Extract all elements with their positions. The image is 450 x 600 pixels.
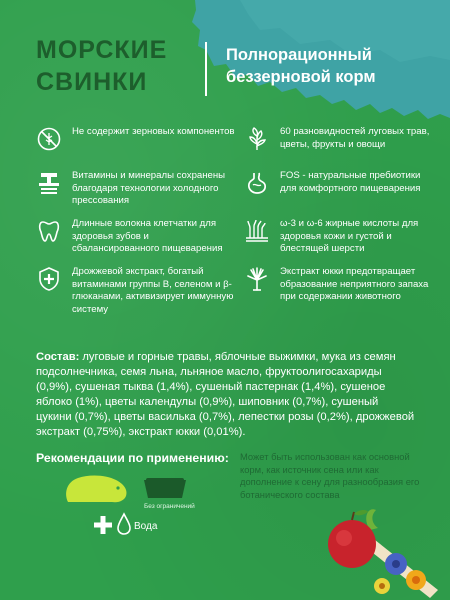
composition-label: Состав:: [36, 351, 80, 363]
guinea-pig-icon: [62, 472, 132, 508]
herbs-icon: [244, 126, 270, 152]
feature-immunity: [36, 266, 236, 316]
page-title: МОРСКИЕ СВИНКИ: [36, 36, 168, 96]
feature-no-grain: [36, 126, 236, 152]
feature-omega: [244, 218, 434, 256]
recommendations-note: Может быть использован как основной корм, как источник сена или как дополнение к сену для разнообразия его ботанического состава: [240, 451, 420, 500]
plus-icon: [92, 514, 114, 536]
yucca-icon: [244, 266, 270, 292]
composition-block: [36, 350, 416, 440]
bowl-icon: [142, 476, 188, 502]
feature-cold-press: [36, 170, 236, 208]
feature-prebiotics: [244, 170, 434, 196]
feature-text: Витамины и минералы сохранены благодаря технологии холодного прессования: [72, 170, 226, 207]
feature-fiber: [36, 218, 236, 256]
feature-herbs: [244, 126, 434, 152]
tooth-icon: [36, 218, 62, 244]
feature-yucca: [244, 266, 434, 304]
ingredients-illustration: [320, 498, 450, 600]
stomach-icon: [244, 170, 270, 196]
page-subtitle: Полнорационный беззерновой корм: [226, 46, 376, 86]
composition-text: луговые и горные травы, яблочные выжимки, мука из семян подсолнечника, семя льна, льняное масло, фруктоолигосахариды (0,9%), сушеная тыква (1,4%), сушеный пастернак (1,4%), сушеное яблоко (1%), цветы календулы (0,9%), шиповник (0,7%), сушеный цукини (0,7%), цветы василька (0,7%), лепестки розы (0,2%), дрожжевой экстракт (0,75%), экстракт юкки (0,01%).: [36, 351, 415, 438]
feature-text: Не содержит зерновых компонентов: [72, 126, 235, 137]
water-label: Вода: [134, 521, 158, 532]
recommendations-title: Рекомендации по применению:: [36, 451, 229, 465]
feature-text: FOS - натуральные пребиотики для комфортного пищеварения: [280, 170, 421, 194]
cold-press-icon: [36, 170, 62, 196]
skin-hair-icon: [244, 218, 270, 244]
water-drop-icon: [116, 512, 132, 536]
feature-text: Экстракт юкки предотвращает образование неприятного запаха при содержании животного: [280, 266, 429, 303]
title-divider: [205, 42, 207, 96]
feature-text: ω-3 и ω-6 жирные кислоты для здоровья кожи и густой и блестящей шерсти: [280, 218, 419, 255]
feature-text: Дрожжевой экстракт, богатый витаминами группы В, селеном и β-глюканами, активизирует иммунную систему: [72, 266, 234, 315]
feature-text: 60 разновидностей луговых трав, цветы, фрукты и овощи: [280, 126, 430, 150]
shield-plus-icon: [36, 266, 62, 292]
bowl-label: Без ограничений: [144, 503, 195, 510]
no-grain-icon: [36, 126, 62, 152]
feature-text: Длинные волокна клетчатки для здоровья зубов и сбалансированного пищеварения: [72, 218, 223, 255]
